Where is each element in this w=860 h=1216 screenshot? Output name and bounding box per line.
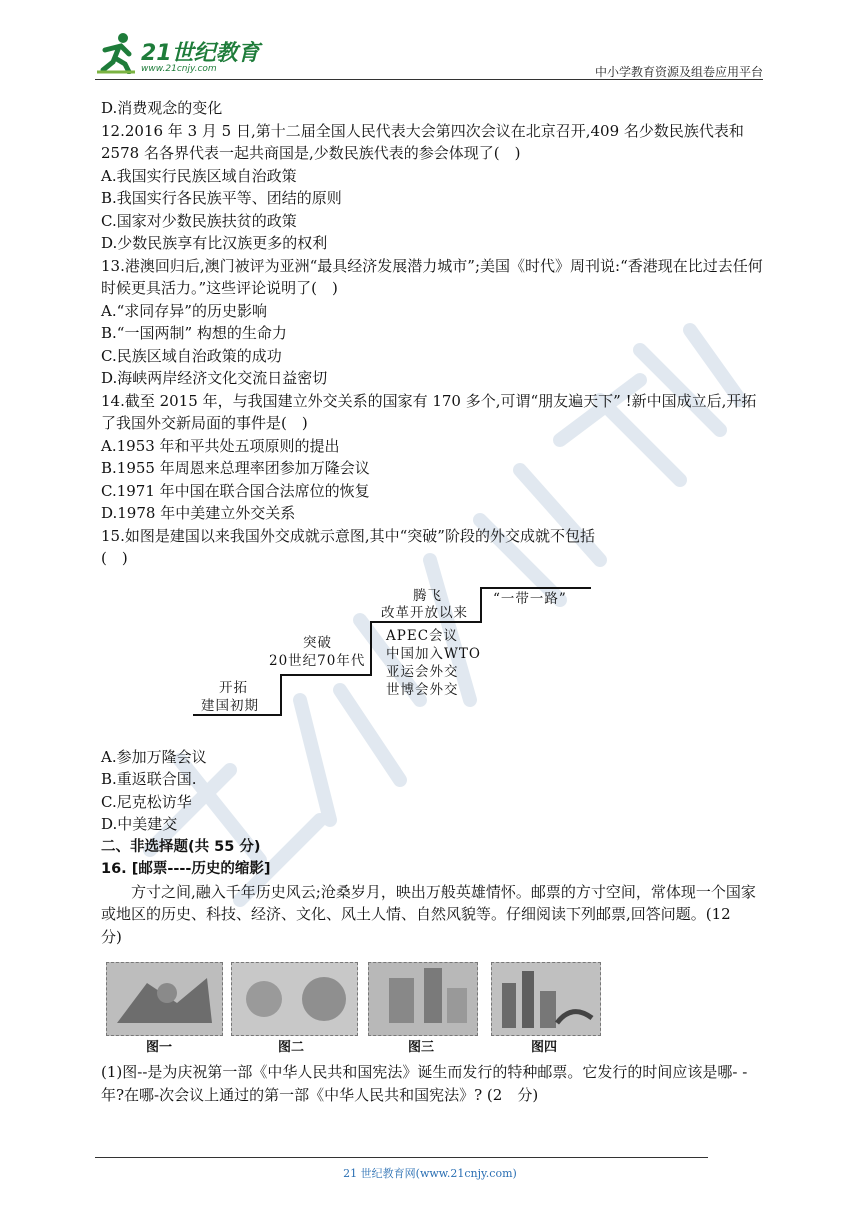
option: A.1953 年和平共处五项原则的提出 [101, 436, 340, 455]
stamp-image-1 [106, 962, 223, 1036]
logo [95, 30, 270, 78]
step3-item: 世博会外交 [386, 681, 459, 698]
text-line: D.消费观念的变化 [101, 99, 223, 117]
question-14: 14.截至 2015 年，与我国建立外交关系的国家有 170 多个,可谓“朋友遍天下” !新中国成立后,开拓了我国外交新局面的事件是( ) [101, 391, 757, 432]
header-divider [95, 79, 763, 80]
stamp-caption: 图三 [408, 1040, 435, 1055]
option: A.参加万隆会议 [101, 747, 207, 766]
question-16-intro: 方寸之间,融入千年历史风云;沧桑岁月，映出万般英雄情怀。邮票的方寸空间，常体现一个国家或地区的历史、科技、经济、文化、风土人情、自然风貌等。仔细阅读下列邮票,回答问题。(12 分) [101, 882, 756, 946]
diplomacy-stairs-diagram [191, 580, 611, 740]
option: D.海峡两岸经济文化交流日益密切 [101, 369, 328, 387]
option: D.中美建交 [101, 815, 178, 833]
stamp-image-3 [368, 962, 478, 1036]
stamp-image-4 [491, 962, 601, 1036]
step3-sub: 改革开放以来 [381, 604, 468, 621]
question-15: 15.如图是建国以来我国外交成就示意图,其中“突破”阶段的外交成就不包括 [101, 526, 595, 545]
step4-title: “一带一路” [493, 590, 567, 607]
option: C.1971 年中国在联合国合法席位的恢复 [101, 481, 370, 500]
runner-logo-icon [95, 30, 139, 74]
stamp-image-2 [231, 962, 358, 1036]
option: B.1955 年周恩来总理率团参加万隆会议 [101, 459, 370, 477]
step1-title: 开拓 [219, 679, 248, 696]
step3-item: 中国加入WTO [386, 645, 481, 662]
logo-url: www.21cnjy.com [141, 64, 217, 74]
option: B.重返联合国. [101, 770, 197, 788]
option: D.1978 年中美建立外交关系 [101, 504, 296, 522]
option: C.尼克松访华 [101, 792, 192, 811]
option: A.“求同存异”的历史影响 [101, 301, 267, 320]
stamp-caption: 图二 [278, 1040, 305, 1055]
question-16-1: (1)图--是为庆祝第一部《中华人民共和国宪法》诞生而发行的特种邮票。它发行的时间应该是哪- -年?在哪-次会议上通过的第一部《中华人民共和国宪法》? (2 分) [101, 1063, 748, 1104]
step3-title: 腾飞 [413, 587, 442, 604]
logo-text: 21世纪教育 [141, 41, 260, 66]
option: C.国家对少数民族扶贫的政策 [101, 211, 297, 230]
step1-sub: 建国初期 [201, 697, 259, 714]
section-title: 二、非选择题(共 55 分) [101, 838, 261, 855]
option: C.民族区域自治政策的成功 [101, 346, 282, 365]
stamp-caption: 图四 [531, 1040, 558, 1055]
footer-divider [95, 1157, 708, 1158]
step3-item: 亚运会外交 [386, 663, 459, 680]
option: B.“一国两制” 构想的生命力 [101, 324, 287, 342]
page-header [95, 30, 763, 80]
answer-blank: ( ) [101, 549, 128, 567]
footer-text[interactable]: 21 世纪教育网(www.21cnjy.com) [343, 1167, 517, 1180]
question-16-title: 16. [邮票----历史的缩影] [101, 861, 271, 877]
header-platform-text: 中小学教育资源及组卷应用平台 [594, 65, 763, 79]
stamp-caption: 图一 [146, 1040, 173, 1055]
option: B.我国实行各民族平等、团结的原则 [101, 189, 342, 207]
step3-item: APEC会议 [386, 627, 459, 644]
document-body [101, 97, 763, 1106]
option: A.我国实行民族区域自治政策 [101, 166, 297, 185]
question-12: 12.2016 年 3 月 5 日,第十二届全国人民代表大会第四次会议在北京召开,409 名少数民族代表和 2578 名各界代表一起共商国是,少数民族代表的参会体现了( ) [101, 121, 744, 162]
step2-title: 突破 [303, 634, 332, 651]
option: D.少数民族享有比汉族更多的权利 [101, 234, 328, 252]
stamp-images [106, 962, 606, 1057]
question-13: 13.港澳回归后,澳门被评为亚洲“最具经济发展潜力城市”;美国《时代》周刊说:“香港现在比过去任何时候更具活力。”这些评论说明了( ) [101, 256, 763, 297]
step2-sub: 20世纪70年代 [269, 652, 366, 669]
